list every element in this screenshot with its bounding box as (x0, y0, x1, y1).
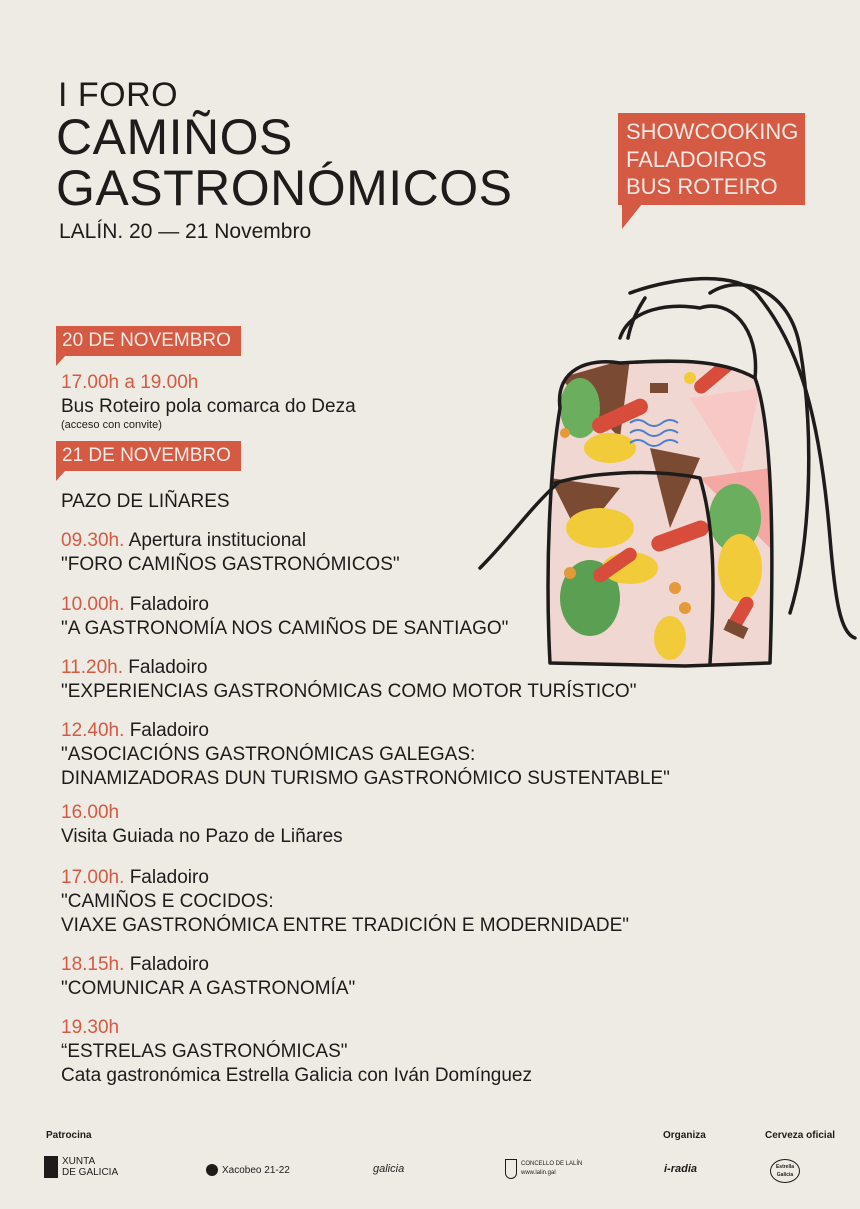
organizer-label: Organiza (663, 1130, 706, 1141)
galicia-text: galicia (373, 1163, 405, 1175)
event-time: 11.20h. (61, 657, 123, 678)
estrella-text-2: Galicia (776, 1172, 794, 1178)
day1-note: (acceso con convite) (61, 419, 162, 431)
event-time: 12.40h. (61, 720, 125, 741)
event-title: "EXPERIENCIAS GASTRONÓMICAS COMO MOTOR TURÍSTICO" (61, 681, 637, 702)
event-type: Faladoiro (129, 954, 209, 975)
title-line-1: CAMIÑOS (56, 109, 293, 165)
xacobeo-shell-icon (206, 1164, 218, 1176)
event-type: Faladoiro (129, 720, 209, 741)
event-type: Faladoiro (128, 657, 208, 678)
xunta-logo (44, 1156, 118, 1178)
event-5 (61, 866, 629, 938)
galicia-logo (373, 1163, 404, 1175)
event-6 (61, 953, 355, 1001)
day1-label: 20 DE NOVEMBRO (56, 326, 241, 356)
day2-venue: PAZO DE LIÑARES (61, 491, 230, 512)
concello-logo (505, 1159, 582, 1179)
event-type: Faladoiro (129, 594, 209, 615)
event-title: "ASOCIACIÓNS GASTRONÓMICAS GALEGAS: (61, 744, 476, 765)
event-time: 16.00h (61, 802, 120, 823)
event-title: "FORO CAMIÑOS GASTRONÓMICOS" (61, 554, 400, 575)
event-3 (61, 719, 670, 791)
day1-label-tail (56, 355, 66, 366)
event-title: "A GASTRONOMÍA NOS CAMIÑOS DE SANTIAGO" (61, 618, 509, 639)
beer-label: Cerveza oficial (765, 1130, 836, 1141)
sponsor-label: Patrocina (46, 1130, 92, 1141)
xacobeo-logo (206, 1164, 290, 1176)
concello-text: CONCELLO DE LALÍN (521, 1161, 583, 1167)
day2-label-tail (56, 470, 66, 481)
event-title-cont: Cata gastronómica Estrella Galicia con Iván Domínguez (61, 1065, 533, 1086)
iradia-logo (664, 1163, 697, 1175)
xunta-shield-icon (44, 1156, 58, 1178)
event-time: 10.00h. (61, 594, 125, 615)
event-title-cont: DINAMIZADORAS DUN TURISMO GASTRONÓMICO SUSTENTABLE" (61, 768, 670, 789)
event-0 (61, 529, 400, 577)
day2-label: 21 DE NOVEMBRO (56, 441, 241, 471)
event-time: 19.30h (61, 1017, 120, 1038)
forum-edition: I FORO (58, 76, 179, 114)
event-time: 09.30h. (61, 530, 125, 551)
bubble-tail (622, 204, 642, 229)
day1-time: 17.00h a 19.00h (61, 372, 199, 393)
event-title-cont: VIAXE GASTRONÓMICA ENTRE TRADICIÓN E MODERNIDADE" (61, 915, 630, 936)
highlights-bubble (618, 113, 805, 205)
backpack-illustration (470, 268, 860, 673)
event-4 (61, 801, 343, 849)
iradia-text: i-radia (664, 1163, 698, 1175)
estrella-galicia-logo (770, 1159, 800, 1183)
estrella-text: Estrella (775, 1164, 795, 1170)
xacobeo-text: Xacobeo 21-22 (222, 1164, 290, 1176)
place-date: LALÍN. 20 — 21 Novembro (59, 220, 312, 243)
xunta-text-2: DE GALICIA (62, 1167, 119, 1178)
highlight-item: FALADOIROS (626, 146, 767, 172)
event-2 (61, 656, 636, 704)
event-title: "CAMIÑOS E COCIDOS: (61, 891, 274, 912)
xunta-text: XUNTA (62, 1156, 96, 1167)
event-type: Apertura institucional (128, 530, 307, 551)
title-line-2: GASTRONÓMICOS (56, 160, 513, 216)
concello-url: www.lalin.gal (521, 1170, 556, 1176)
event-7 (61, 1016, 532, 1088)
event-title: Visita Guiada no Pazo de Liñares (61, 826, 343, 847)
highlight-item: BUS ROTEIRO (626, 174, 778, 199)
event-type: Faladoiro (129, 867, 209, 888)
event-1 (61, 593, 508, 641)
event-time: 18.15h. (61, 954, 125, 975)
concello-shield-icon (505, 1159, 517, 1179)
event-title: “ESTRELAS GASTRONÓMICAS" (61, 1041, 348, 1062)
highlight-item: SHOWCOOKING (626, 119, 799, 144)
event-time: 17.00h. (61, 867, 125, 888)
day1-title: Bus Roteiro pola comarca do Deza (61, 396, 356, 417)
event-title: "COMUNICAR A GASTRONOMÍA" (61, 978, 356, 999)
